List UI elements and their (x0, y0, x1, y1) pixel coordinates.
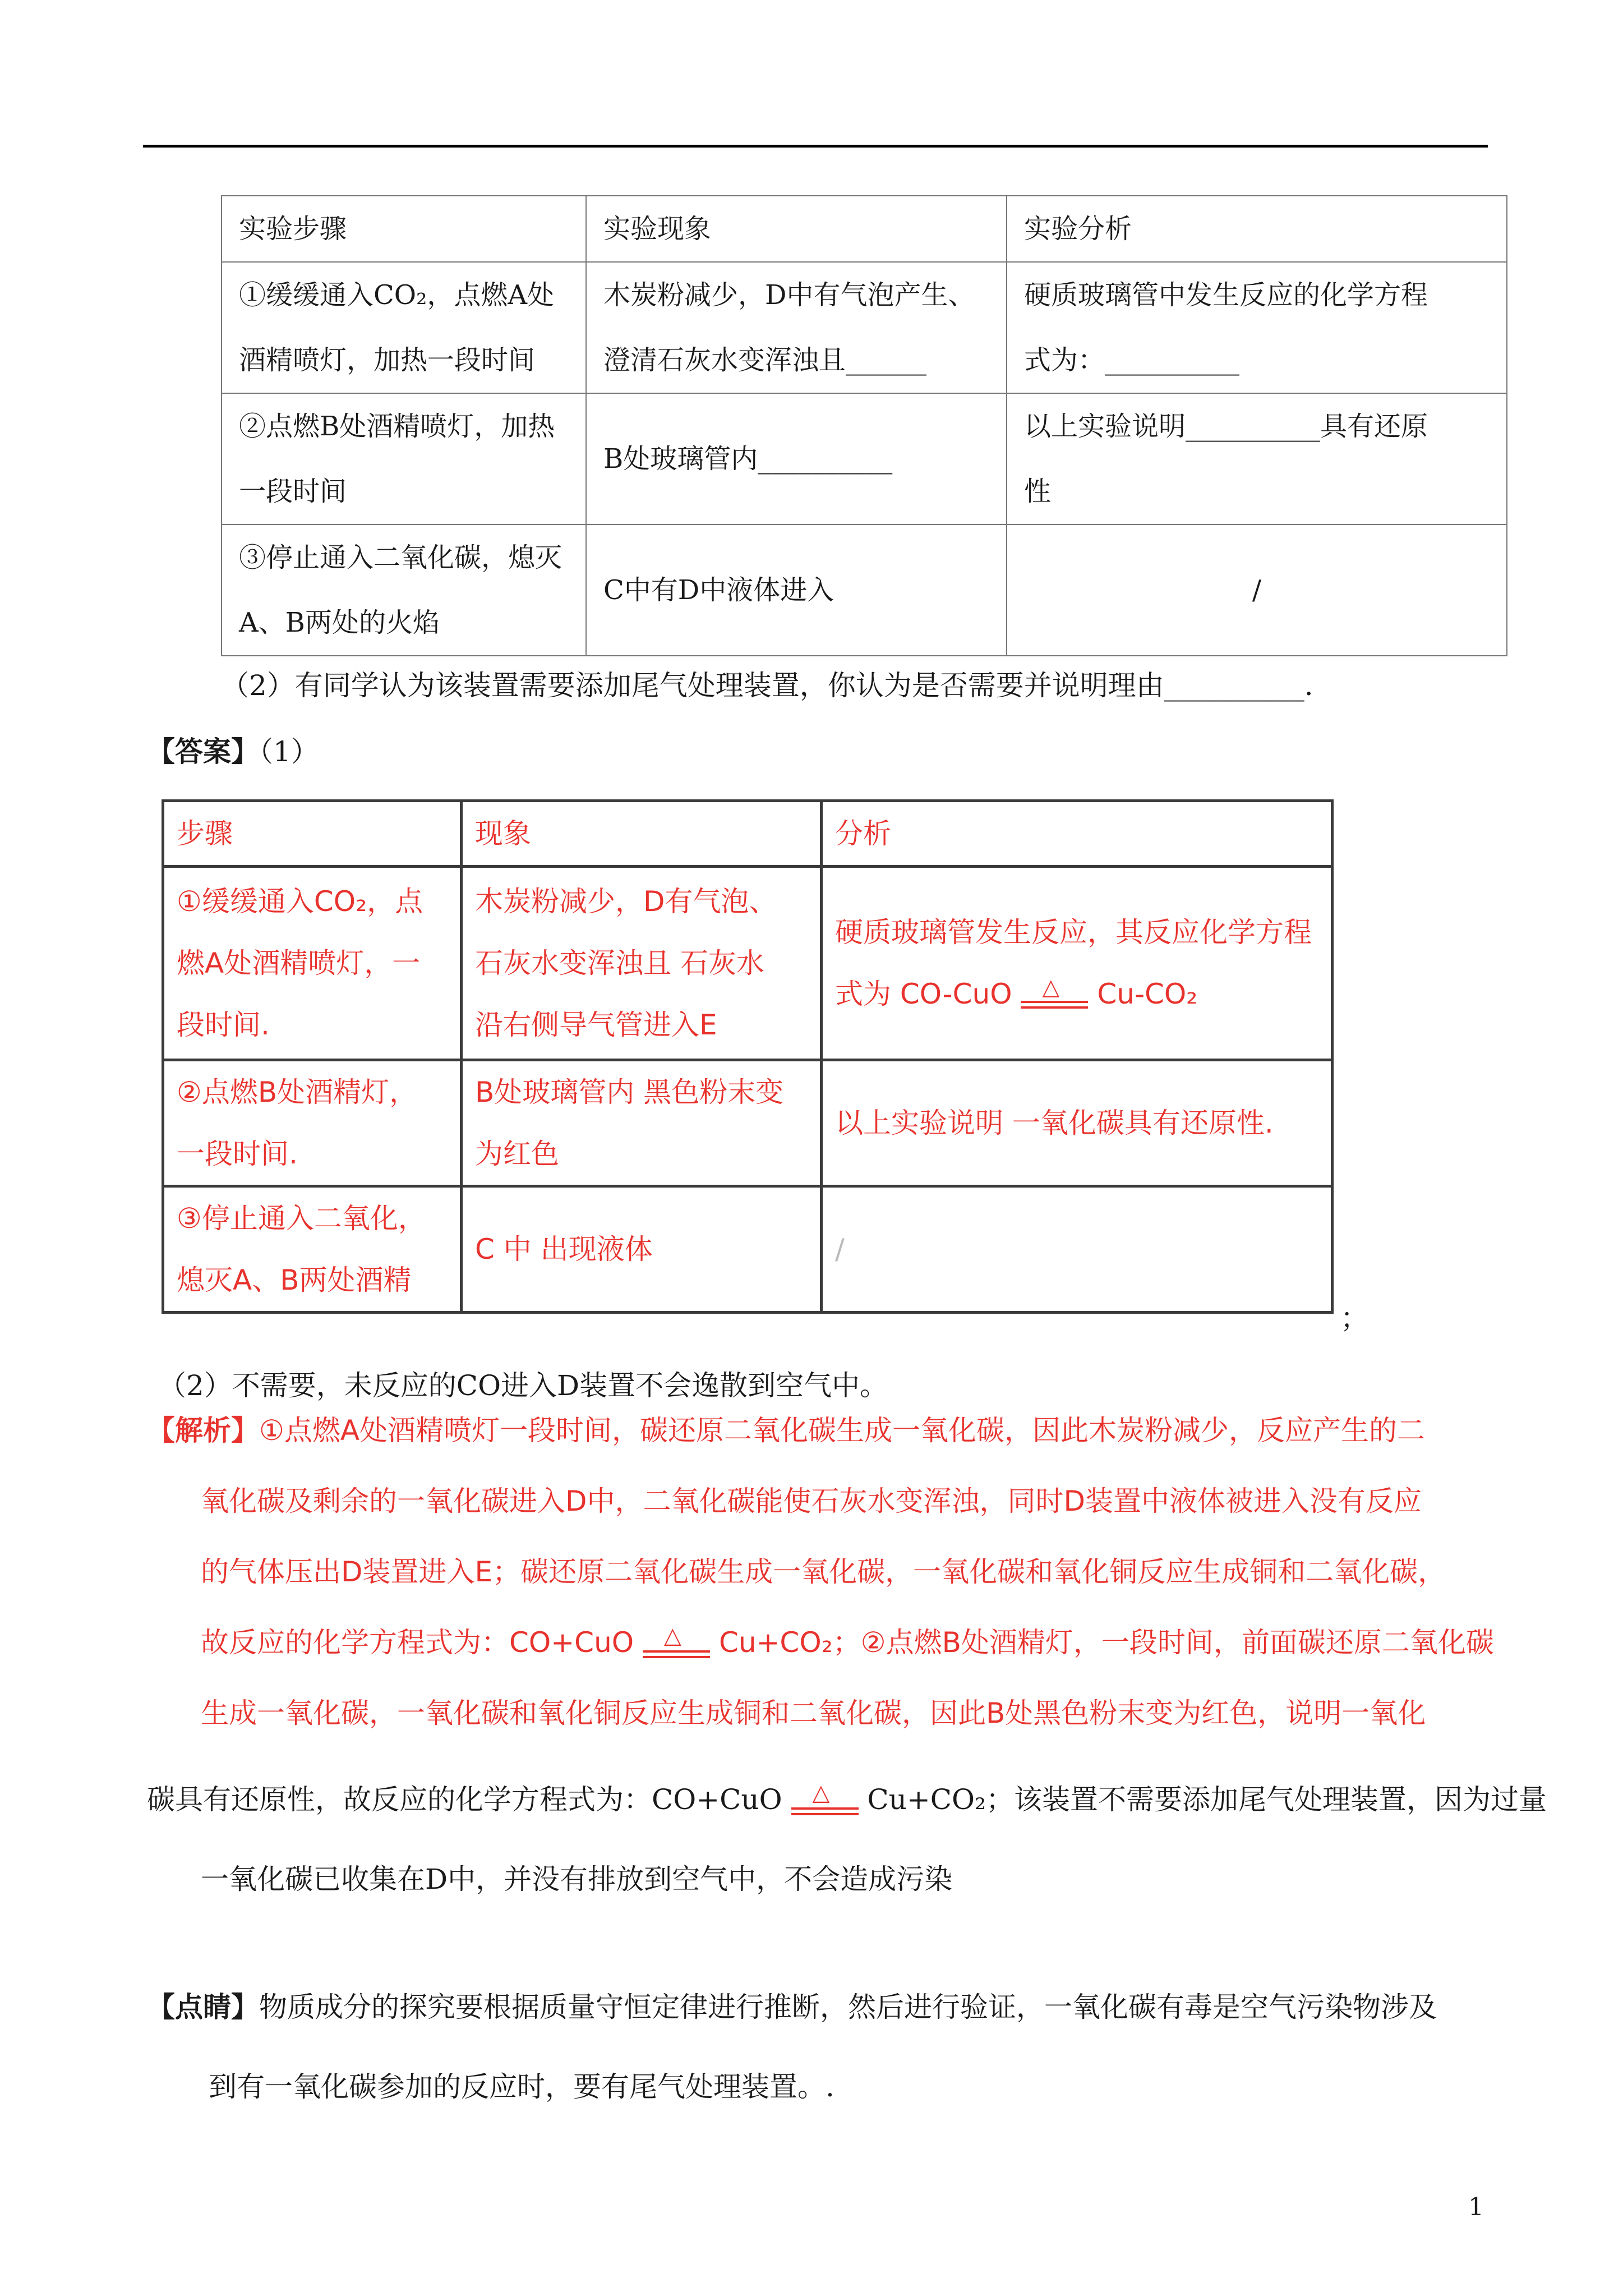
table-row (222, 393, 1507, 524)
question-table (221, 195, 1507, 656)
analysis-cell: 硬质玻璃管发生反应，其反应化学方程 式为 CO-CuO △ Cu-CO₂ (822, 867, 1332, 1060)
question-2: （2）有同学认为该装置需要添加尾气处理装置，你认为是否需要并说明理由__________. (221, 669, 1313, 702)
header-analysis: 实验分析 (1007, 196, 1507, 262)
analysis-cell: 以上实验说明__________具有还原 性 (1007, 393, 1507, 524)
analysis-line-4: 故反应的化学方程式为：CO+CuO △ Cu+CO₂；②点燃B处酒精灯，一段时间，前面碳还原二氧化碳 (201, 1626, 1494, 1662)
phenomenon-cell: 木炭粉减少，D中有气泡产生、 澄清石灰水变浑浊且______ (586, 262, 1007, 393)
answer-header-step: 步骤 (163, 801, 462, 867)
analysis-line-5: 生成一氧化碳，一氧化碳和氧化铜反应生成铜和二氧化碳，因此B处黑色粉末变为红色，说明一氧化 (201, 1697, 1426, 1729)
semicolon: ； (1340, 1302, 1368, 1335)
page-number: 1 (1468, 2193, 1484, 2221)
answer-part1: （1） (259, 735, 319, 768)
analysis-cell: 以上实验说明 一氧化碳具有还原性. (822, 1060, 1332, 1186)
header-phenomenon: 实验现象 (586, 196, 1007, 262)
answer-header-analysis: 分析 (822, 801, 1332, 867)
answer-heading (147, 735, 319, 769)
table-row (163, 1060, 1332, 1186)
phenomenon-cell: 木炭粉减少，D有气泡、 石灰水变浑浊且 石灰水 沿右侧导气管进入E (462, 867, 822, 1060)
analysis-line-7: 一氧化碳已收集在D中，并没有排放到空气中，不会造成污染 (201, 1863, 953, 1895)
answer-table (162, 799, 1334, 1314)
analysis-cell: / (822, 1186, 1332, 1313)
analysis-line-1: 【解析】①点燃A处酒精喷灯一段时间，碳还原二氧化碳生成一氧化碳，因此木炭粉减少，反应产生的二 (147, 1414, 1426, 1447)
answer-label: 【答案】 (147, 735, 259, 768)
phenomenon-cell: C中有D中液体进入 (586, 524, 1007, 656)
tip-line-1: 【点睛】物质成分的探究要根据质量守恒定律进行推断，然后进行验证，一氧化碳有毒是空气污染物涉及 (147, 1990, 1437, 2023)
heat-condition-icon: △ (1021, 979, 1088, 1013)
phenomenon-cell: B处玻璃管内 黑色粉末变 为红色 (462, 1060, 822, 1186)
tip-line-2: 到有一氧化碳参加的反应时，要有尾气处理装置。. (209, 2070, 834, 2103)
step-cell: ②点燃B处酒精喷灯，加热 一段时间 (222, 393, 586, 524)
analysis-line-2: 氧化碳及剩余的一氧化碳进入D中，二氧化碳能使石灰水变浑浊，同时D装置中液体被进入没有反应 (201, 1485, 1422, 1517)
step-cell: ①缓缓通入CO₂，点燃A处 酒精喷灯，加热一段时间 (222, 262, 586, 393)
analysis-cell: 硬质玻璃管中发生反应的化学方程 式为：__________ (1007, 262, 1507, 393)
table-row (222, 524, 1507, 656)
step-cell: ②点燃B处酒精灯， 一段时间. (163, 1060, 462, 1186)
equation-right: Cu-CO₂ (1097, 978, 1198, 1010)
table-row (163, 1186, 1332, 1313)
answer-part2: （2）不需要，未反应的CO进入D装置不会逸散到空气中。 (158, 1369, 888, 1402)
tip-label: 【点睛】 (147, 1990, 259, 2023)
step-cell: ③停止通入二氧化， 熄灭A、B两处酒精 (163, 1186, 462, 1313)
phenomenon-cell: C 中 出现液体 (462, 1186, 822, 1313)
analysis-label: 【解析】 (147, 1414, 259, 1447)
heat-condition-icon: △ (791, 1785, 859, 1819)
step-cell: ③停止通入二氧化碳，熄灭 A、B两处的火焰 (222, 524, 586, 656)
header-rule (143, 145, 1488, 148)
analysis-line-6: 碳具有还原性，故反应的化学方程式为：CO+CuO △ Cu+CO₂；该装置不需要添加尾气处理装置，因为过量 (147, 1783, 1547, 1819)
heat-condition-icon: △ (643, 1628, 710, 1662)
answer-table-header (163, 801, 1332, 867)
phenomenon-cell: B处玻璃管内__________ (586, 393, 1007, 524)
analysis-cell: / (1007, 524, 1507, 656)
equation-left: 式为 CO-CuO (835, 978, 1012, 1010)
header-step: 实验步骤 (222, 196, 586, 262)
answer-header-phenomenon: 现象 (462, 801, 822, 867)
step-cell: ①缓缓通入CO₂，点 燃A处酒精喷灯，一 段时间. (163, 867, 462, 1060)
table-row (163, 867, 1332, 1060)
question-table-header (222, 196, 1507, 262)
table-row (222, 262, 1507, 393)
analysis-line-3: 的气体压出D装置进入E；碳还原二氧化碳生成一氧化碳，一氧化碳和氧化铜反应生成铜和二氧化碳， (201, 1556, 1446, 1588)
